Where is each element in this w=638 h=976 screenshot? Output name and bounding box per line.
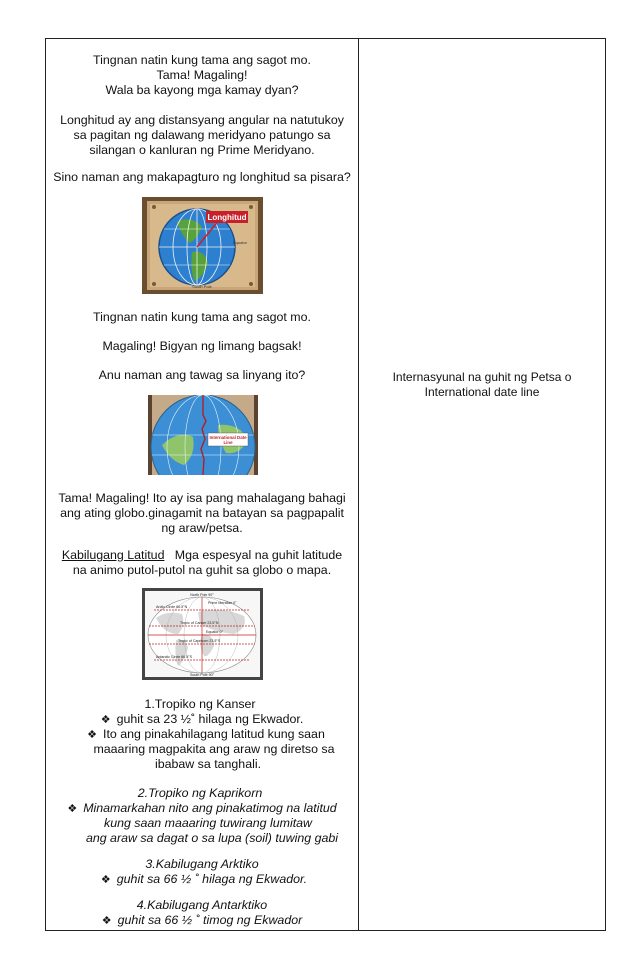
text-line: Magaling! Bigyan ng limang bagsak! <box>102 339 302 353</box>
svg-text:Tropic of Capricorn 23.5°S: Tropic of Capricorn 23.5°S <box>178 639 221 643</box>
diamond-bullet-icon: ❖ <box>87 729 98 741</box>
svg-text:Antarctic Circle 66.5°S: Antarctic Circle 66.5°S <box>156 655 192 659</box>
text-line: Sino naman ang makapagturo ng longhitud sa pisara? <box>53 170 351 184</box>
text-line: ang araw sa dagat o sa lupa (soil) tuwing gabi <box>85 831 339 845</box>
bullet-line: ❖ guhit sa 66 ½ ˚ hilaga ng Ekwador. <box>100 872 308 886</box>
bullet-line: ❖ guhit sa 66 ½ ˚ timog ng Ekwador <box>101 913 303 927</box>
svg-text:Tropic of Cancer 23.5°N: Tropic of Cancer 23.5°N <box>180 621 219 625</box>
text-line: na animo putol-putol na guhit sa globo o mapa. <box>72 563 332 577</box>
text-line: Tingnan natin kung tama ang sagot mo. <box>93 53 311 67</box>
international-date-line-image <box>148 395 258 475</box>
term-kabilugang-latitud: Kabilugang Latitud <box>61 548 165 562</box>
list-item-title: 2.Tropiko ng Kaprikorn <box>137 786 263 800</box>
text-line: Anu naman ang tawag sa linyang ito? <box>98 368 306 382</box>
text-line: Tama! Magaling! Ito ay isa pang mahalagang bahagi <box>58 491 346 505</box>
list-item-title: 3.Kabilugang Arktiko <box>145 857 259 871</box>
latitude-circles-map-image <box>142 588 263 680</box>
list-item-title: 4.Kabilugang Antarktiko <box>136 898 268 912</box>
svg-text:North Pole 90°: North Pole 90° <box>190 593 214 597</box>
svg-text:Prime Meridian 0°: Prime Meridian 0° <box>208 601 237 605</box>
svg-text:South Pole 90°: South Pole 90° <box>189 673 215 677</box>
student-activity-column <box>359 39 605 930</box>
svg-text:Equator 0°: Equator 0° <box>206 630 224 634</box>
text-line: Tama! Magaling! <box>156 68 248 82</box>
list-item-title: 1.Tropiko ng Kanser <box>144 697 256 711</box>
bullet-line: ❖ Minamarkahan nito ang pinakatimog na latitud <box>67 801 337 815</box>
text-line: maaaring magpakita ang araw ng diretso sa <box>93 742 335 756</box>
diamond-bullet-icon: ❖ <box>100 874 111 886</box>
text-line: International date line <box>424 385 540 399</box>
lesson-table <box>45 38 606 931</box>
text-line: Internasyunal na guhit ng Petsa o <box>392 370 572 384</box>
longitude-globe-image <box>142 197 263 294</box>
bullet-line: ❖ guhit sa 23 ½˚ hilaga ng Ekwador. <box>100 712 304 726</box>
diamond-bullet-icon: ❖ <box>100 714 111 726</box>
answer-text <box>359 370 605 400</box>
teacher-activity-column <box>46 39 358 930</box>
svg-text:Arctic Circle 66.5°N: Arctic Circle 66.5°N <box>156 605 188 609</box>
longitude-label: Longhitud <box>207 213 247 222</box>
svg-text:Line: Line <box>223 440 233 445</box>
text-line: ng araw/petsa. <box>161 521 243 535</box>
text-line: sa pagitan ng dalawang meridyano patungo sa <box>73 128 331 142</box>
text-line: Wala ba kayong mga kamay dyan? <box>105 83 299 97</box>
text-line: kung saan maaaring tuwirang lumitaw <box>104 816 312 830</box>
svg-text:South Pole: South Pole <box>192 284 212 289</box>
text-line: ang ating globo.ginagamit na batayan sa pagpapalit <box>60 506 344 520</box>
text-line: ibabaw sa tanghali. <box>154 757 262 771</box>
text-line: Kabilugang Latitud Mga espesyal na guhit latitude <box>61 548 343 562</box>
text-line: Longhitud ay ang distansyang angular na natutukoy <box>60 113 344 127</box>
svg-text:International Date: International Date <box>209 435 247 440</box>
text-line: silangan o kanluran ng Prime Meridyano. <box>89 143 315 157</box>
svg-text:Equator: Equator <box>232 240 248 245</box>
text-line: Tingnan natin kung tama ang sagot mo. <box>93 310 311 324</box>
bullet-line: ❖ Ito ang pinakahilagang latitud kung saan <box>87 727 325 741</box>
diamond-bullet-icon: ❖ <box>101 915 112 927</box>
diamond-bullet-icon: ❖ <box>67 803 78 815</box>
